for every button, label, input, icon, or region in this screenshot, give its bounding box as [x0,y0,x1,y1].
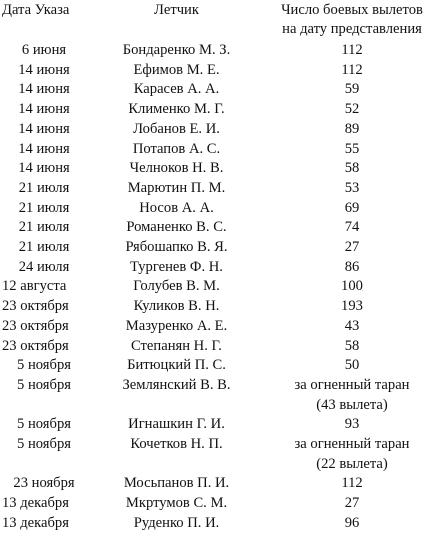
cell-decree-date: 13 декабря [2,495,69,512]
cell-decree-date: 5 ноября [17,416,71,433]
cell-decree-date: 5 ноября [17,376,71,393]
cell-sortie-count: 69 [344,199,360,216]
cell-pilot-name: Битюцкий П. С. [127,357,226,374]
cell-sortie-count: 55 [344,140,360,157]
column-header-pilot: Летчик [154,2,199,18]
cell-decree-date: 14 июня [18,140,70,157]
cell-decree-date: 21 июля [18,219,70,236]
column-header-date: Дата Указа [2,2,70,18]
cell-pilot-name: Голубев В. М. [133,278,220,295]
cell-decree-date: 21 июля [18,179,70,196]
cell-decree-date: 23 октября [2,298,69,315]
cell-sortie-count: 50 [344,357,360,374]
cell-sortie-count: 86 [344,258,360,275]
cell-sortie-count-note: (22 вылета) [316,455,388,472]
table-header-row [0,1,439,41]
cell-pilot-name: Клименко М. Г. [128,101,225,118]
cell-pilot-name: Карасев А. А. [133,81,220,98]
cell-sortie-count: 93 [344,416,360,433]
table-row [0,61,439,81]
cell-decree-date: 14 июня [18,81,70,98]
table-row [0,80,439,100]
cell-sortie-count: 53 [344,179,360,196]
cell-decree-date: 14 июня [18,101,70,118]
cell-sortie-count-text: за огненный таран [294,436,410,453]
cell-sortie-count: 96 [344,514,360,531]
cell-pilot-name: Потапов А. С. [132,140,221,157]
cell-pilot-name: Челноков Н. В. [129,160,224,177]
cell-pilot-name: Степанян Н. Г. [131,337,222,354]
table-row [0,474,439,494]
cell-decree-date: 5 ноября [17,436,71,453]
cell-decree-date: 14 июня [18,120,70,137]
table-row [0,317,439,337]
cell-decree-date: 23 октября [2,337,69,354]
table-row [0,435,439,474]
cell-sortie-count [265,435,439,474]
cell-pilot-name: Землянский В. В. [122,376,231,393]
cell-pilot-name: Носов А. А. [139,199,214,216]
cell-decree-date: 21 июля [18,239,70,256]
table-row [0,494,439,514]
cell-pilot-name: Лобанов Е. И. [133,120,220,137]
table-row [0,140,439,160]
cell-pilot-name: Рябошапко В. Я. [125,239,228,256]
cell-decree-date: 14 июня [18,160,70,177]
cell-sortie-count: 112 [341,475,363,492]
cell-sortie-count: 74 [344,219,360,236]
cell-sortie-count: 58 [344,160,360,177]
cell-sortie-count: 52 [344,101,360,118]
table-body [0,41,439,534]
cell-sortie-count: 100 [341,278,363,295]
cell-pilot-name: Мазуренко А. Е. [125,317,228,334]
cell-decree-date: 12 августа [2,278,67,295]
table-row [0,356,439,376]
cell-decree-date: 23 ноября [13,475,75,492]
cell-decree-date: 13 декабря [2,514,69,531]
column-header-sortie-count [265,1,439,41]
cell-decree-date: 5 ноября [17,357,71,374]
cell-pilot-name: Тургенев Ф. Н. [130,258,223,275]
cell-sortie-count: 89 [344,120,360,137]
cell-pilot-name: Куликов В. Н. [133,298,220,315]
cell-decree-date: 24 июля [18,258,70,275]
cell-pilot-name: Мосьпанов П. И. [123,475,230,492]
cell-sortie-count-text: за огненный таран [294,376,410,393]
cell-pilot-name: Игнашкин Г. И. [128,416,225,433]
table-row [0,238,439,258]
cell-pilot-name: Марютин П. М. [127,179,226,196]
table-row [0,179,439,199]
cell-pilot-name: Ефимов М. Е. [133,61,220,78]
cell-sortie-count: 27 [344,495,360,512]
table-row [0,159,439,179]
cell-decree-date: 6 июня [21,42,67,58]
table-row [0,218,439,238]
cell-sortie-count: 43 [344,317,360,334]
cell-pilot-name: Романенко В. С. [126,219,227,236]
table-row [0,258,439,278]
cell-sortie-count: 112 [341,42,363,58]
table-row [0,337,439,357]
cell-pilot-name: Кочетков Н. П. [130,436,223,453]
column-header-sortie-count-line1: Число боевых вылетов [281,2,423,18]
cell-sortie-count: 193 [341,298,363,315]
cell-sortie-count: 27 [344,239,360,256]
cell-pilot-name: Бондаренко М. З. [122,42,231,58]
table-row [0,100,439,120]
cell-decree-date: 21 июля [18,199,70,216]
pilots-table [0,1,439,534]
table-row [0,120,439,140]
cell-sortie-count-note: (43 вылета) [316,396,388,413]
cell-pilot-name: Руденко П. И. [133,514,220,531]
cell-decree-date: 23 октября [2,317,69,334]
cell-sortie-count: 58 [344,337,360,354]
column-header-sortie-count-line2: на дату представления [282,21,422,37]
cell-decree-date: 14 июня [18,61,70,78]
cell-sortie-count [265,376,439,415]
table-row [0,415,439,435]
cell-sortie-count: 59 [344,81,360,98]
cell-sortie-count: 112 [341,61,363,78]
table-row [0,277,439,297]
table-row [0,41,439,61]
table-row [0,514,439,534]
table-row [0,297,439,317]
cell-pilot-name: Мкртумов С. М. [125,495,228,512]
table-row [0,376,439,415]
table-row [0,199,439,219]
